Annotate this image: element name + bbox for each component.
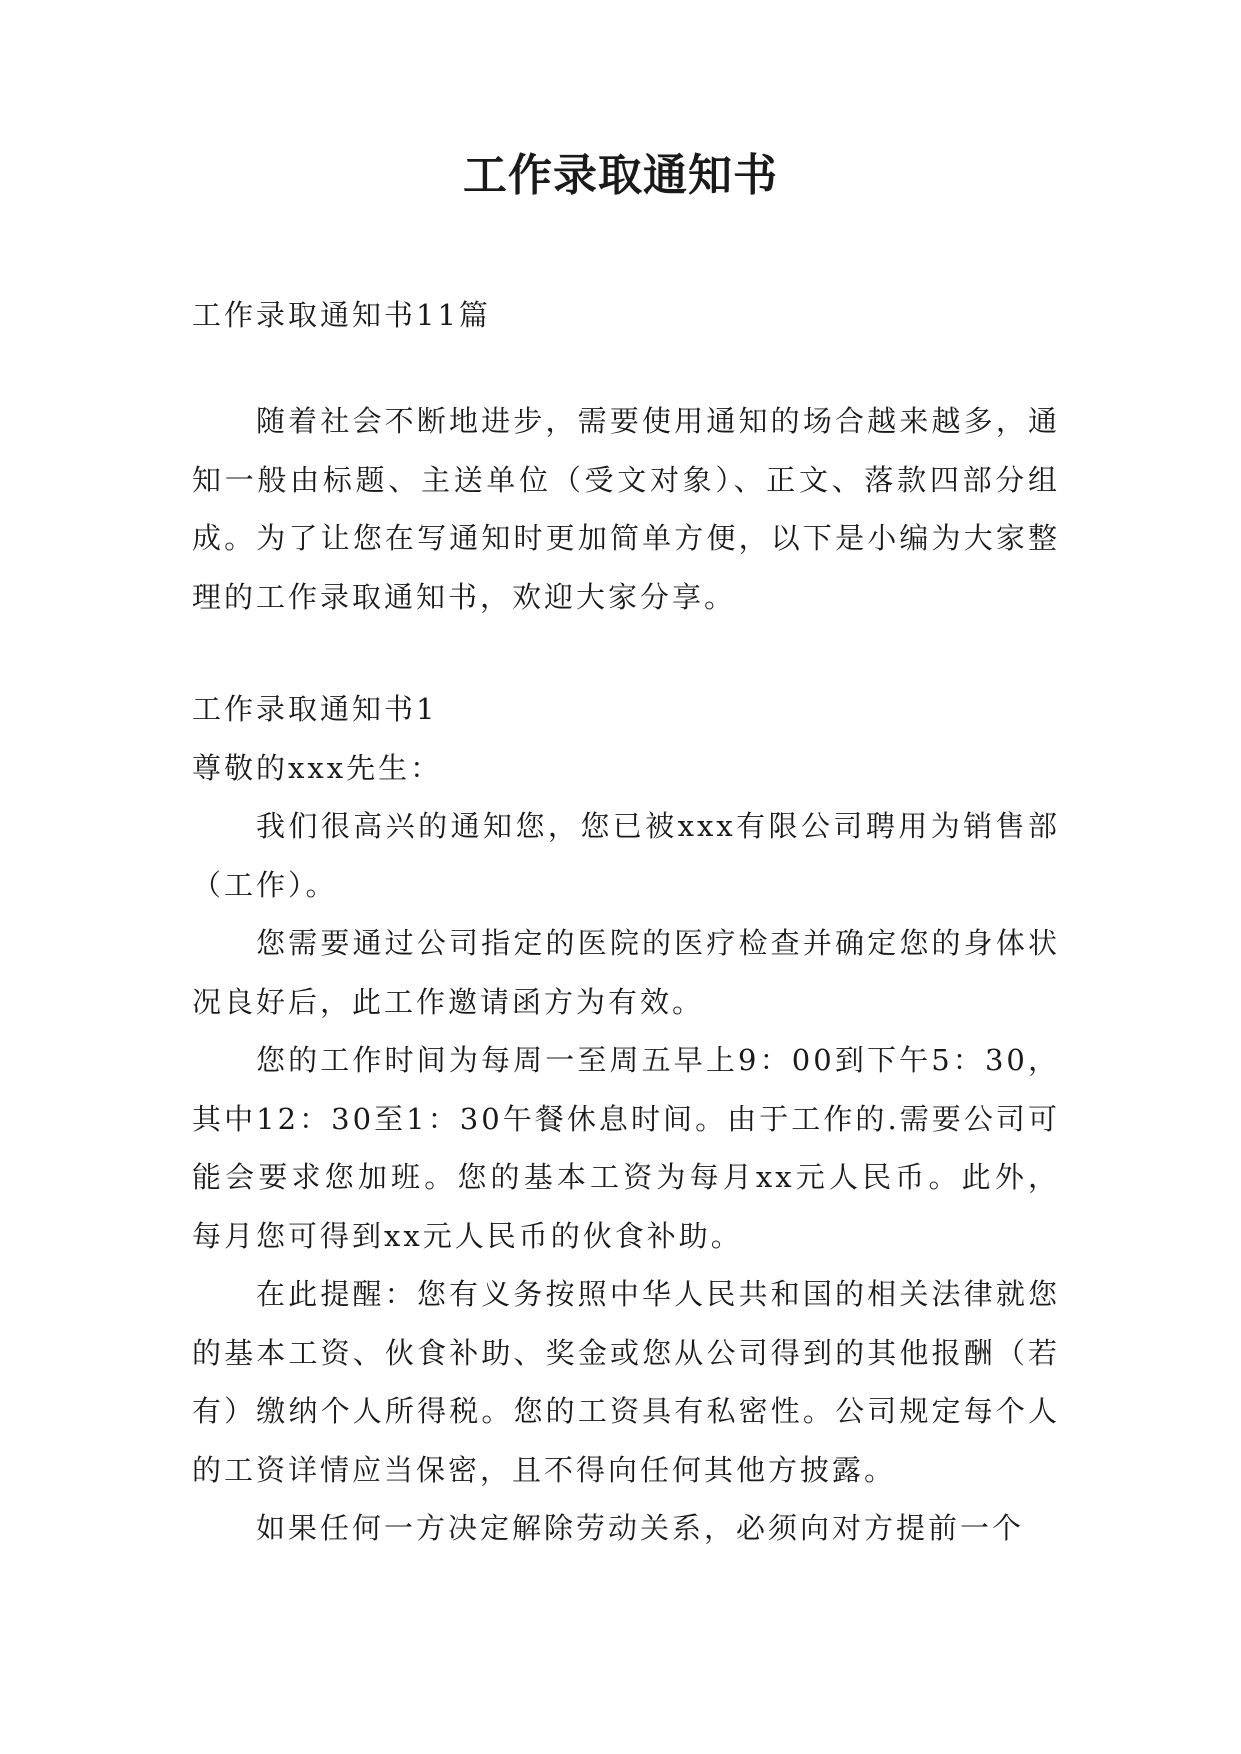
intro-paragraph: 随着社会不断地进步，需要使用通知的场合越来越多，通知一般由标题、主送单位（受文对象）、正文、落款四部分组成。为了让您在写通知时更加简单方便，以下是小编为大家整理的工作录取通知书，欢迎大家分享。 [192, 404, 1060, 614]
letter-paragraph: 我们很高兴的通知您，您已被xxx有限公司聘用为销售部（工作）。 [192, 809, 1060, 902]
letter-paragraph: 您需要通过公司指定的医院的医疗检查并确定您的身体状况良好后，此工作邀请函方为有效。 [192, 926, 1060, 1019]
document-title: 工作录取通知书 [463, 150, 778, 201]
section-heading: 工作录取通知书1 [192, 692, 438, 726]
salutation: 尊敬的xxx先生： [192, 750, 443, 785]
letter-paragraph: 您的工作时间为每周一至周五早上9：00到下午5：30，其中12：30至1：30午餐休息时间。由于工作的.需要公司可能会要求您加班。您的基本工资为每月xx元人民币。此外，每月您可得到xx元人民币的伙食补助。 [192, 1043, 1060, 1253]
letter-paragraph: 在此提醒：您有义务按照中华人民共和国的相关法律就您的基本工资、伙食补助、奖金或您从公司得到的其他报酬（若有）缴纳个人所得税。您的工资具有私密性。公司规定每个人的工资详情应当保密，且不得向任何其他方披露。 [192, 1277, 1060, 1487]
letter-paragraph: 如果任何一方决定解除劳动关系，必须向对方提前一个 [256, 1511, 1025, 1545]
document-body [192, 286, 1060, 1558]
document-subtitle: 工作录取通知书11篇 [192, 298, 491, 332]
